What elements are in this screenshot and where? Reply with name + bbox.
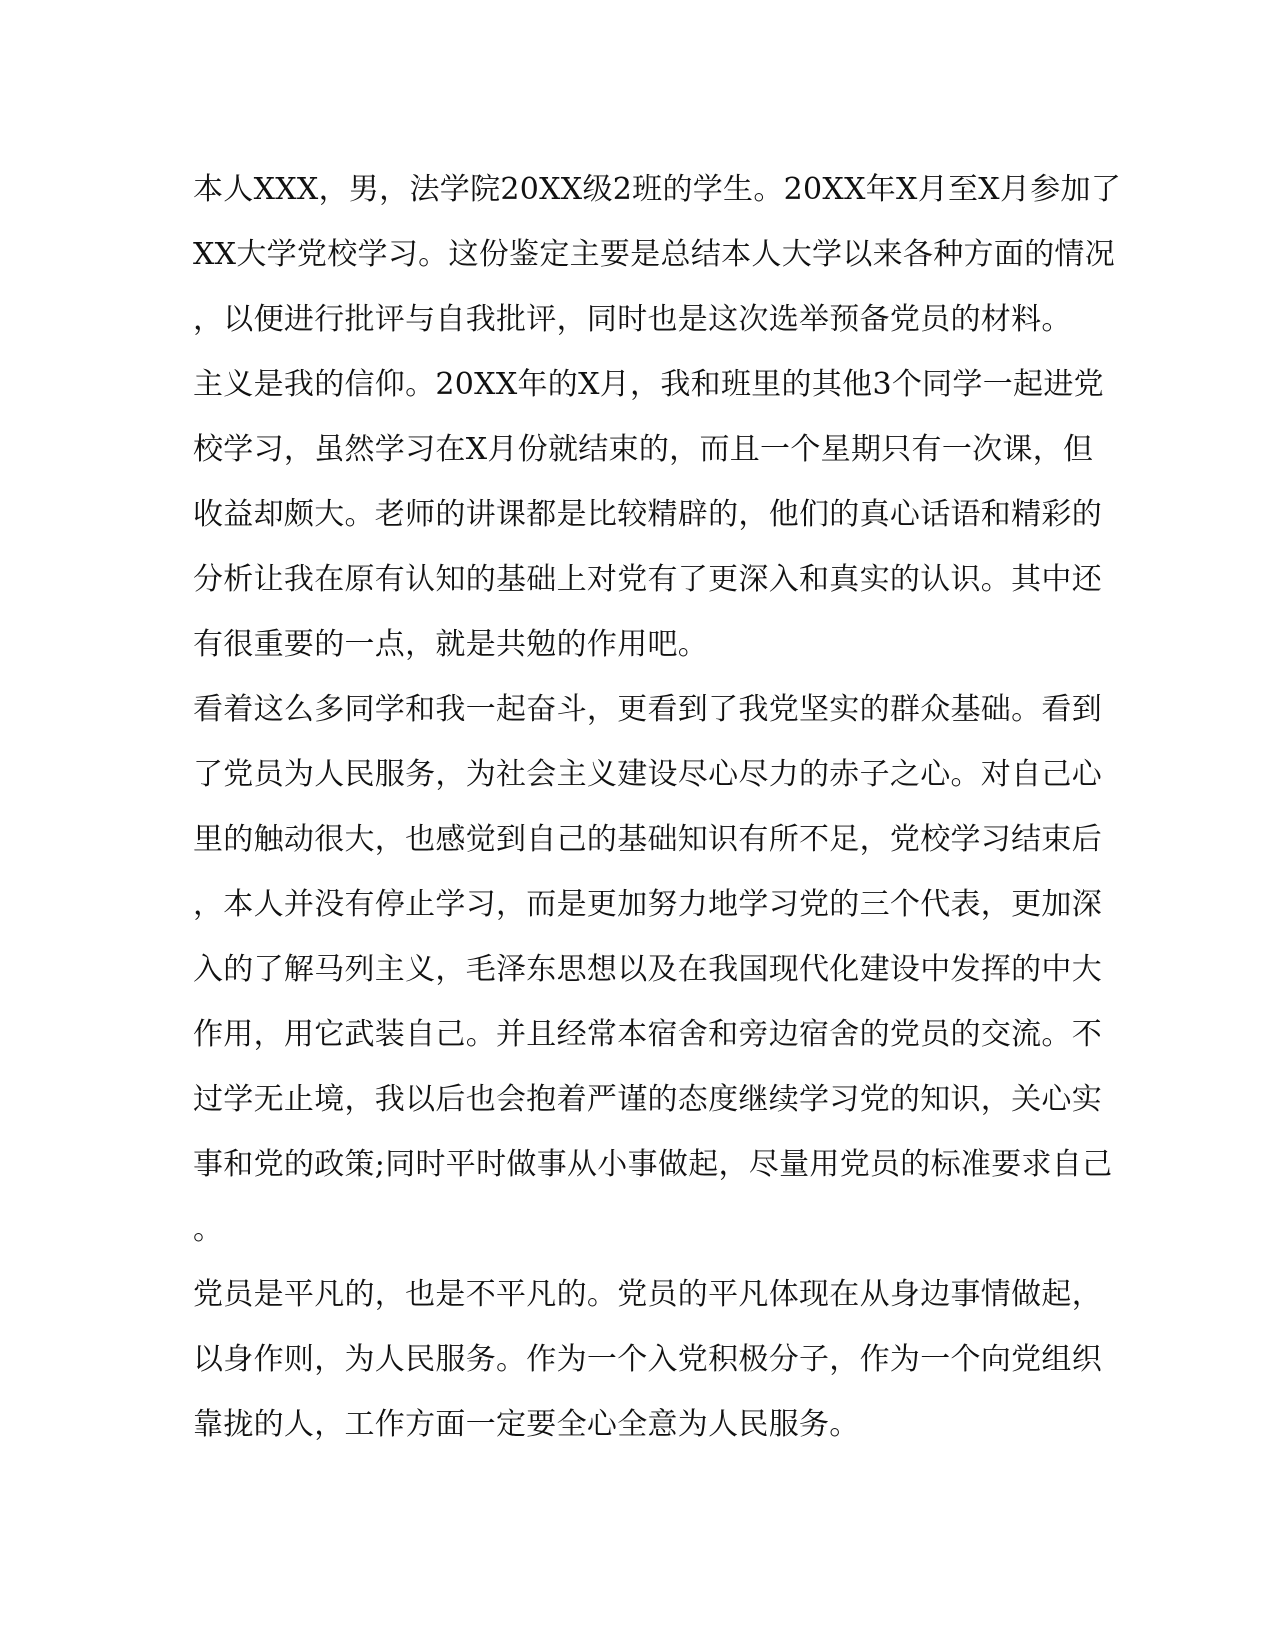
text-line: 看着这么多同学和我一起奋斗，更看到了我党坚实的群众基础。看到 — [193, 692, 1102, 727]
text-line: 事和党的政策;同时平时做事从小事做起，尽量用党员的标准要求自己 — [193, 1147, 1113, 1182]
text-line: 主义是我的信仰。20XX年的X月，我和班里的其他3个同学一起进党 — [193, 367, 1104, 402]
document-body — [193, 157, 1122, 1457]
text-line: 收益却颇大。老师的讲课都是比较精辟的，他们的真心话语和精彩的 — [193, 497, 1102, 532]
text-line: ，以便进行批评与自我批评，同时也是这次选举预备党员的材料。 — [193, 302, 1072, 337]
text-line: ，本人并没有停止学习，而是更加努力地学习党的三个代表，更加深 — [193, 887, 1102, 922]
text-line: 靠拢的人，工作方面一定要全心全意为人民服务。 — [193, 1407, 860, 1442]
text-line: XX大学党校学习。这份鉴定主要是总结本人大学以来各种方面的情况 — [193, 237, 1116, 272]
text-line: 了党员为人民服务，为社会主义建设尽心尽力的赤子之心。对自己心 — [193, 757, 1102, 792]
text-line: 过学无止境，我以后也会抱着严谨的态度继续学习党的知识，关心实 — [193, 1082, 1102, 1117]
text-line: 党员是平凡的，也是不平凡的。党员的平凡体现在从身边事情做起， — [193, 1277, 1102, 1312]
text-line: 里的触动很大，也感觉到自己的基础知识有所不足，党校学习结束后 — [193, 822, 1102, 857]
text-line: 入的了解马列主义，毛泽东思想以及在我国现代化建设中发挥的中大 — [193, 952, 1102, 987]
text-line: 以身作则，为人民服务。作为一个入党积极分子，作为一个向党组织 — [193, 1342, 1102, 1377]
text-line: 本人XXX，男，法学院20XX级2班的学生。20XX年X月至X月参加了 — [193, 172, 1122, 207]
text-line: 校学习，虽然学习在X月份就结束的，而且一个星期只有一次课，但 — [193, 432, 1094, 467]
text-line: 。 — [193, 1212, 224, 1247]
text-line: 作用，用它武装自己。并且经常本宿舍和旁边宿舍的党员的交流。不 — [193, 1017, 1102, 1052]
text-line: 有很重要的一点，就是共勉的作用吧。 — [193, 627, 709, 662]
text-line: 分析让我在原有认知的基础上对党有了更深入和真实的认识。其中还 — [193, 562, 1102, 597]
